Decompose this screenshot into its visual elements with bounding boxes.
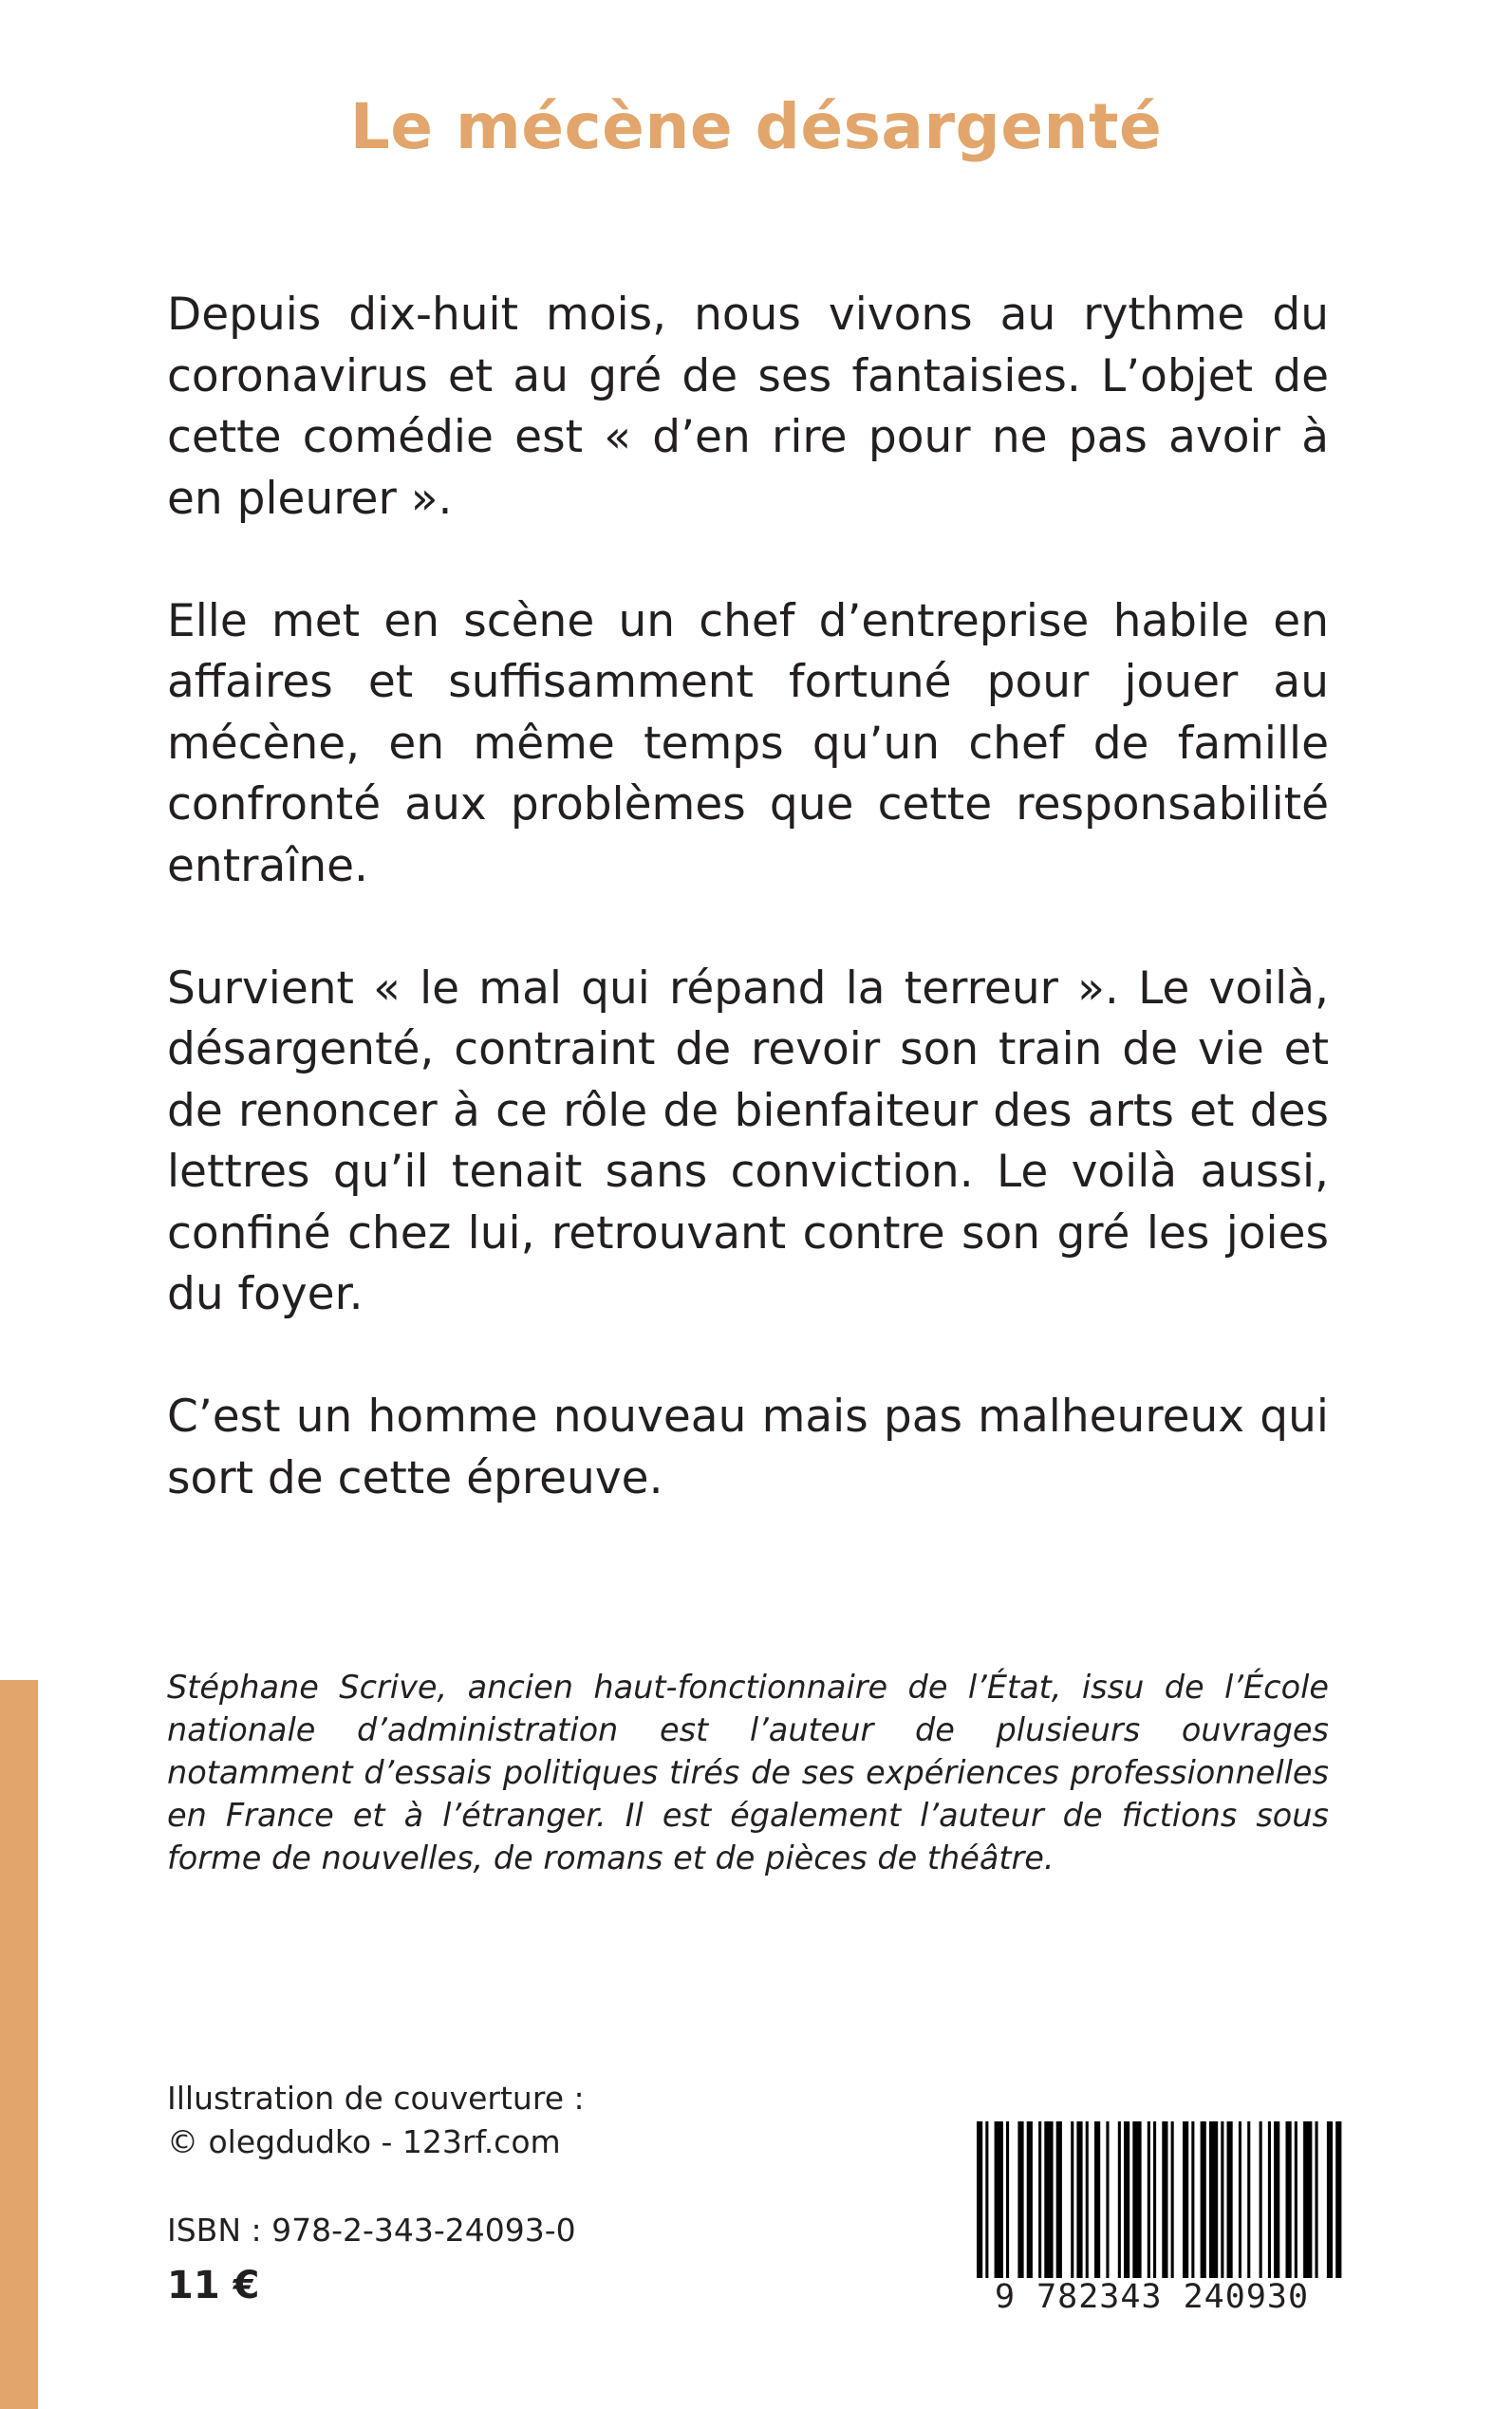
accent-sidebar — [0, 1680, 38, 2409]
book-title: Le mécène désargenté — [349, 90, 1163, 163]
isbn: ISBN : 978-2-343-24093-0 — [167, 2212, 576, 2249]
illustration-credit — [167, 2077, 585, 2164]
blurb-paragraph: Survient « le mal qui répand la terreur ». Le voilà, désargenté, contraint de revoir son train de vie et de renoncer à ce rôle de bienfaiteur des arts et des lettres qu’il tenait sans conviction. Le voilà aussi, confiné chez lui, retrouvant contre son gré les joies du foyer. — [167, 962, 1329, 1320]
author-bio — [167, 1666, 1329, 1879]
blurb-paragraph: Depuis dix-huit mois, nous vivons au rythme du coronavirus et au gré de ses fantaisies. L’objet de cette comédie est « d’en rire pour ne pas avoir à en pleurer ». — [167, 289, 1329, 525]
credit-source: © olegdudko - 123rf.com — [167, 2123, 561, 2160]
blurb-paragraph: Elle met en scène un chef d’entreprise habile en affaires et suffisamment fortuné pour jouer au mécène, en même temps qu’un chef de famille confronté aux problèmes que cette responsabilité entraîne. — [167, 594, 1329, 892]
back-cover-blurb — [167, 285, 1329, 1571]
author-name: Stéphane Scrive — [167, 1669, 438, 1706]
credit-label: Illustration de couverture : — [167, 2080, 585, 2117]
barcode-digits: 9 782343 240930 — [956, 2278, 1348, 2316]
price: 11 € — [167, 2264, 260, 2307]
blurb-paragraph: C’est un homme nouveau mais pas malheureux qui sort de cette épreuve. — [167, 1391, 1329, 1504]
author-bio-text: , ancien haut-fonctionnaire de l’État, issu de l’École nationale d’administration est l’auteur de plusieurs ouvrages notamment d’essais politiques tirés de ses expériences professionnelles en France et à l’étranger. Il est également l’auteur de fictions sous forme de nouvelles, de romans et de pièces de théâtre. — [167, 1669, 1329, 1877]
